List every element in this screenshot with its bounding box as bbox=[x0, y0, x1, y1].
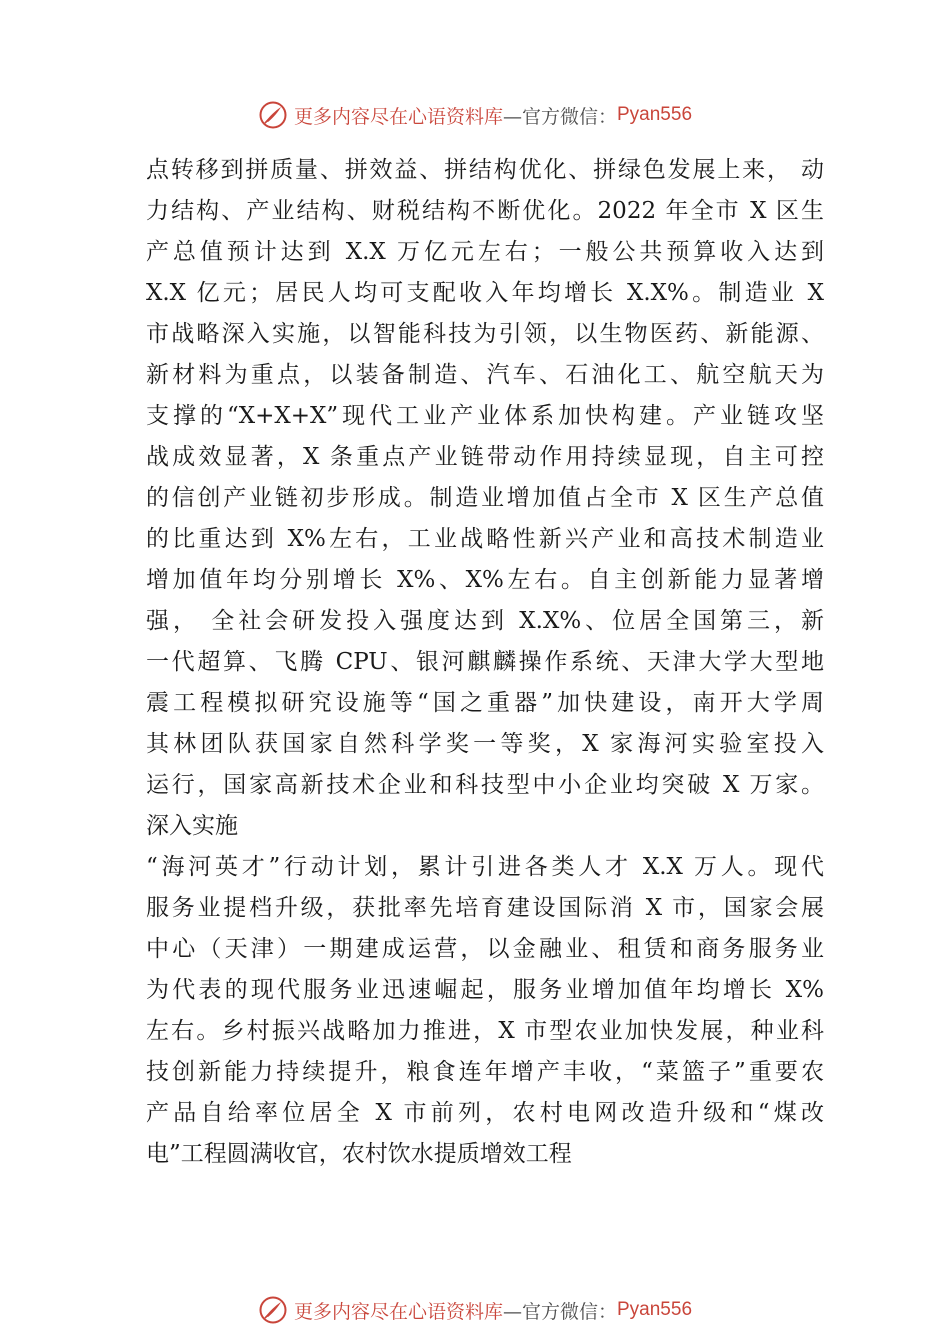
body-line: 点转移到拼质量、拼效益、拼结构优化、拼绿色发展上来， 动 bbox=[146, 157, 824, 183]
footer-watermark bbox=[0, 1290, 950, 1330]
body-line: 产品自给率位居全 X 市前列，农村电网改造升级和“煤改 bbox=[146, 1100, 824, 1126]
body-line: 其林团队获国家自然科学奖一等奖，X 家海河实验室投入 bbox=[146, 731, 824, 757]
body-line: 技创新能力持续提升，粮食连年增产丰收，“菜篮子”重要农 bbox=[146, 1059, 824, 1085]
watermark-id: Pyan556 bbox=[617, 104, 693, 125]
document-body bbox=[146, 150, 824, 1175]
body-line: X.X 亿元；居民人均可支配收入年均增长 X.X%。制造业 X bbox=[146, 280, 824, 306]
watermark-label: —官方微信： bbox=[502, 1300, 617, 1323]
watermark-id: Pyan556 bbox=[617, 1299, 693, 1320]
body-line: 左右。乡村振兴战略加力推进，X 市型农业加快发展，种业科 bbox=[146, 1018, 824, 1044]
body-line: 电”工程圆满收官，农村饮水提质增效工程 bbox=[146, 1141, 572, 1167]
body-line: 中心（天津）一期建成运营，以金融业、租赁和商务服务业 bbox=[146, 936, 824, 962]
body-line: 的比重达到 X%左右，工业战略性新兴产业和高技术制造业 bbox=[146, 526, 824, 552]
body-line: 支撑的“X+X+X”现代工业产业体系加快构建。产业链攻坚 bbox=[146, 403, 824, 429]
body-line: 震工程模拟研究设施等“国之重器”加快建设，南开大学周 bbox=[146, 690, 824, 716]
body-line: 产总值预计达到 X.X 万亿元左右；一般公共预算收入达到 bbox=[146, 239, 824, 265]
body-line: 服务业提档升级，获批率先培育建设国际消 X 市，国家会展 bbox=[146, 895, 824, 921]
body-line: 强， 全社会研发投入强度达到 X.X%、位居全国第三，新 bbox=[146, 608, 824, 634]
body-line: 运行，国家高新技术企业和科技型中小企业均突破 X 万家。 bbox=[146, 772, 824, 798]
watermark-label: —官方微信： bbox=[502, 105, 617, 128]
body-line: 一代超算、飞腾 CPU、银河麒麟操作系统、天津大学大型地 bbox=[146, 649, 824, 675]
quill-stamp-icon bbox=[258, 1295, 288, 1325]
body-line: 力结构、产业结构、财税结构不断优化。2022 年全市 X 区生 bbox=[146, 198, 824, 224]
watermark-title: 更多内容尽在心语资料库 bbox=[293, 1300, 503, 1323]
body-line: “海河英才”行动计划，累计引进各类人才 X.X 万人。现代 bbox=[146, 854, 824, 880]
body-line: 深入实施 bbox=[146, 813, 238, 839]
header-watermark bbox=[0, 95, 950, 135]
body-line: 战成效显著，X 条重点产业链带动作用持续显现，自主可控 bbox=[146, 444, 824, 470]
quill-stamp-icon bbox=[258, 100, 288, 130]
body-line: 新材料为重点，以装备制造、汽车、石油化工、航空航天为 bbox=[146, 362, 824, 388]
watermark-title: 更多内容尽在心语资料库 bbox=[293, 105, 503, 128]
body-line: 的信创产业链初步形成。制造业增加值占全市 X 区生产总值 bbox=[146, 485, 824, 511]
body-line: 市战略深入实施，以智能科技为引领，以生物医药、新能源、 bbox=[146, 321, 824, 347]
body-line: 增加值年均分别增长 X%、X%左右。自主创新能力显著增 bbox=[146, 567, 824, 593]
body-line: 为代表的现代服务业迅速崛起，服务业增加值年均增长 X% bbox=[146, 977, 824, 1003]
